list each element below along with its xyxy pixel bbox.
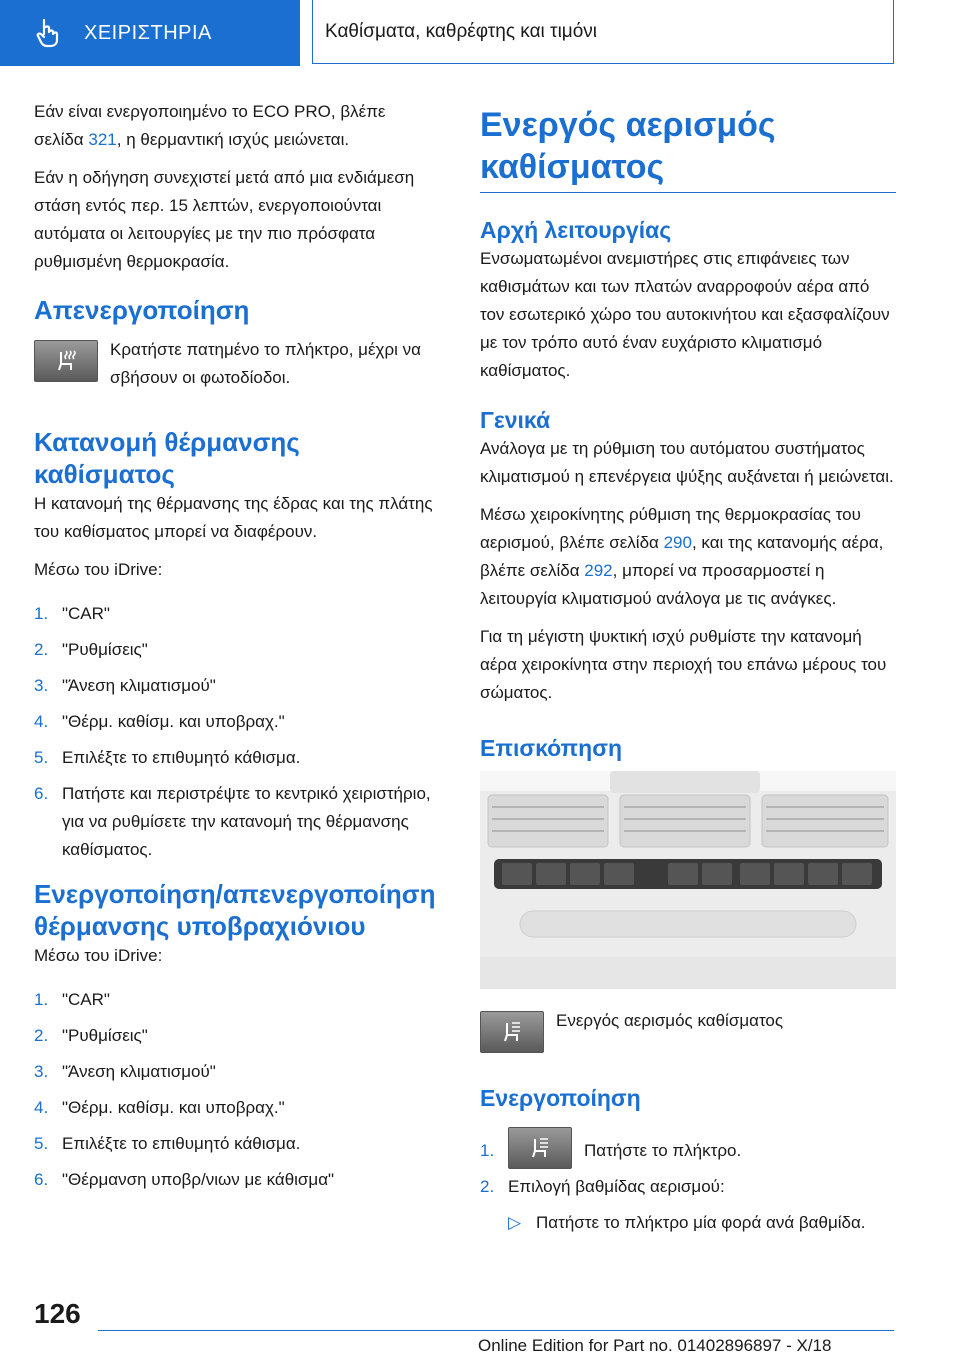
step-text: "Ρυθμίσεις" xyxy=(62,640,148,659)
heading-overview: Επισκόπηση xyxy=(480,735,622,761)
list-item xyxy=(34,672,438,700)
seat-ventilation-icon xyxy=(499,1019,525,1045)
list-item xyxy=(34,600,438,628)
step-text: "CAR" xyxy=(62,604,110,623)
footer-edition: Online Edition for Part no. 01402896897 - X/18 xyxy=(478,1336,832,1355)
step-text: "Θέρμανση υποβρ/νιων με κάθισμα" xyxy=(62,1170,335,1189)
list-item xyxy=(34,1130,438,1158)
text-span: , και της κατανομής αέρα, βλέπε σελίδα xyxy=(480,533,884,580)
activation-substep xyxy=(508,1209,896,1237)
heading-active-ventilation: Ενεργός αερισμός καθίσματος xyxy=(480,104,896,193)
left-column xyxy=(34,98,438,1204)
step-text: "Άνεση κλιματισμού" xyxy=(62,1062,216,1081)
activation-substep-text: Πατήστε το πλήκτρο μία φορά ανά βαθμίδα. xyxy=(536,1213,866,1232)
heading-armrest: Ενεργοποίηση/απενεργοποίηση θέρμανσης υποβραχιόνιου xyxy=(34,879,436,941)
list-item xyxy=(34,1022,438,1050)
heading-deactivation: Απενεργοποίηση xyxy=(34,295,250,325)
step-number: 6. xyxy=(34,784,49,803)
activation-step-1-text: Πατήστε το πλήκτρο. xyxy=(584,1141,742,1160)
distribution-steps xyxy=(34,600,438,864)
heading-principle: Αρχή λειτουργίας xyxy=(480,217,672,243)
step-text: "Ρυθμίσεις" xyxy=(62,1026,148,1045)
principle-paragraph: Ενσωματωμένοι ανεμιστήρες στις επιφάνειες των καθισμάτων και των πλατών αναρροφούν αέρα από τον εσωτερικό χώρο του αυτοκινήτου και εξασφαλίζουν με τον τρόπο αυτό έναν ευχάριστο κλιματισμό καθίσματος. xyxy=(480,249,890,380)
text-span: , η θερμαντική ισχύς μειώνεται. xyxy=(116,130,350,149)
step-number: 4. xyxy=(34,1098,49,1117)
list-item xyxy=(34,744,438,772)
seat-ventilation-button-image xyxy=(480,1011,544,1053)
armrest-steps xyxy=(34,986,438,1194)
step-text: Επιλέξτε το επιθυμητό κάθισμα. xyxy=(62,1134,301,1153)
section-title xyxy=(312,0,894,64)
list-item xyxy=(34,1094,438,1122)
general-paragraph-1: Ανάλογα με τη ρύθμιση του αυτόματου συστήματος κλιματισμού η επενέργεια ψύξης αυξάνεται ή μειώνεται. xyxy=(480,439,894,486)
step-text: "Θέρμ. καθίσμ. και υποβραχ." xyxy=(62,712,285,731)
overview-caption: Ενεργός αερισμός καθίσματος xyxy=(556,1011,784,1030)
text-span: Μέσω χειροκίνητης ρύθμιση της θερμοκρασίας του αερισμού, βλέπε σελίδα xyxy=(480,505,861,552)
seat-heating-icon xyxy=(53,348,79,374)
overview-caption-row xyxy=(480,1007,896,1053)
activation-step-2 xyxy=(480,1173,896,1201)
text-span: Εάν είναι ενεργοποιημένο το ECO PRO, βλέπε σελίδα xyxy=(34,102,386,149)
page-link-290[interactable]: 290 xyxy=(663,533,692,552)
heading-distribution: Κατανομή θέρμανσης καθίσματος xyxy=(34,427,300,489)
hand-pointer-icon xyxy=(36,18,62,48)
step-number: 6. xyxy=(34,1170,49,1189)
seat-heating-button-image xyxy=(34,340,98,382)
stop-paragraph: Εάν η οδήγηση συνεχιστεί μετά από μια ενδιάμεση στάση εντός περ. 15 λεπτών, ενεργοποιούνται αυτόματα οι λειτουργίες με την πιο πρόσφατα ρυθμισμένη θερμοκρασία. xyxy=(34,168,415,271)
list-item xyxy=(34,986,438,1014)
list-item xyxy=(34,1058,438,1086)
step-text: Πατήστε και περιστρέψτε το κεντρικό χειριστήριο, για να ρυθμίσετε την κατανομή της θέρμανσης καθίσματος. xyxy=(62,784,431,859)
seat-ventilation-icon xyxy=(527,1135,553,1161)
footer-divider xyxy=(98,1330,894,1331)
step-text: Επιλέξτε το επιθυμητό κάθισμα. xyxy=(62,748,301,767)
distribution-paragraph: Η κατανομή της θέρμανσης της έδρας και της πλάτης του καθίσματος μπορεί να διαφέρουν. xyxy=(34,494,433,541)
step-number: 4. xyxy=(34,712,49,731)
right-column xyxy=(480,104,896,1237)
heading-general: Γενικά xyxy=(480,407,551,433)
climate-control-panel-photo xyxy=(480,771,896,989)
seat-ventilation-button-image xyxy=(508,1127,572,1169)
list-item xyxy=(34,1166,438,1194)
activation-step-1 xyxy=(480,1127,896,1169)
chapter-label: ΧΕΙΡΙΣΤΗΡΙΑ xyxy=(84,21,212,44)
step-number: 2. xyxy=(34,640,49,659)
step-text: "Θέρμ. καθίσμ. και υποβραχ." xyxy=(62,1098,285,1117)
deactivation-text: Κρατήστε πατημένο το πλήκτρο, μέχρι να σβήσουν οι φωτοδίοδοι. xyxy=(110,340,421,387)
step-text: "CAR" xyxy=(62,990,110,1009)
list-item xyxy=(34,780,438,864)
list-item xyxy=(34,636,438,664)
step-number: 1. xyxy=(34,604,49,623)
step-text: "Άνεση κλιματισμού" xyxy=(62,676,216,695)
step-number: 2. xyxy=(34,1026,49,1045)
step-number: 5. xyxy=(34,1134,49,1153)
heading-activation: Ενεργοποίηση xyxy=(480,1085,641,1111)
page-link-292[interactable]: 292 xyxy=(584,561,613,580)
step-number: 5. xyxy=(34,748,49,767)
step-number: 1. xyxy=(480,1141,495,1160)
section-title-text: Καθίσματα, καθρέφτης και τιμόνι xyxy=(325,20,598,42)
step-number: 3. xyxy=(34,1062,49,1081)
triangle-bullet-icon: ▷ xyxy=(508,1213,522,1232)
armrest-idrive: Μέσω του iDrive: xyxy=(34,946,163,965)
step-number: 2. xyxy=(480,1177,495,1196)
eco-pro-paragraph xyxy=(34,98,438,154)
page-number: 126 xyxy=(34,1298,81,1329)
deactivation-row xyxy=(34,336,438,392)
chapter-tab[interactable] xyxy=(0,0,300,66)
text-span: , μπορεί να προσαρμοστεί η λειτουργία κλιματισμού ανάλογα με τις ανάγκες. xyxy=(480,561,837,608)
step-number: 1. xyxy=(34,990,49,1009)
climate-panel-illustration xyxy=(480,771,896,989)
activation-step-2-text: Επιλογή βαθμίδας αερισμού: xyxy=(508,1177,725,1196)
general-paragraph-2 xyxy=(480,501,896,613)
page-link-321[interactable]: 321 xyxy=(88,130,117,149)
general-paragraph-3: Για τη μέγιστη ψυκτική ισχύ ρυθμίστε την κατανομή αέρα χειροκίνητα στην περιοχή του επάνω μέρους του σώματος. xyxy=(480,627,887,702)
step-number: 3. xyxy=(34,676,49,695)
distribution-idrive: Μέσω του iDrive: xyxy=(34,560,163,579)
list-item xyxy=(34,708,438,736)
